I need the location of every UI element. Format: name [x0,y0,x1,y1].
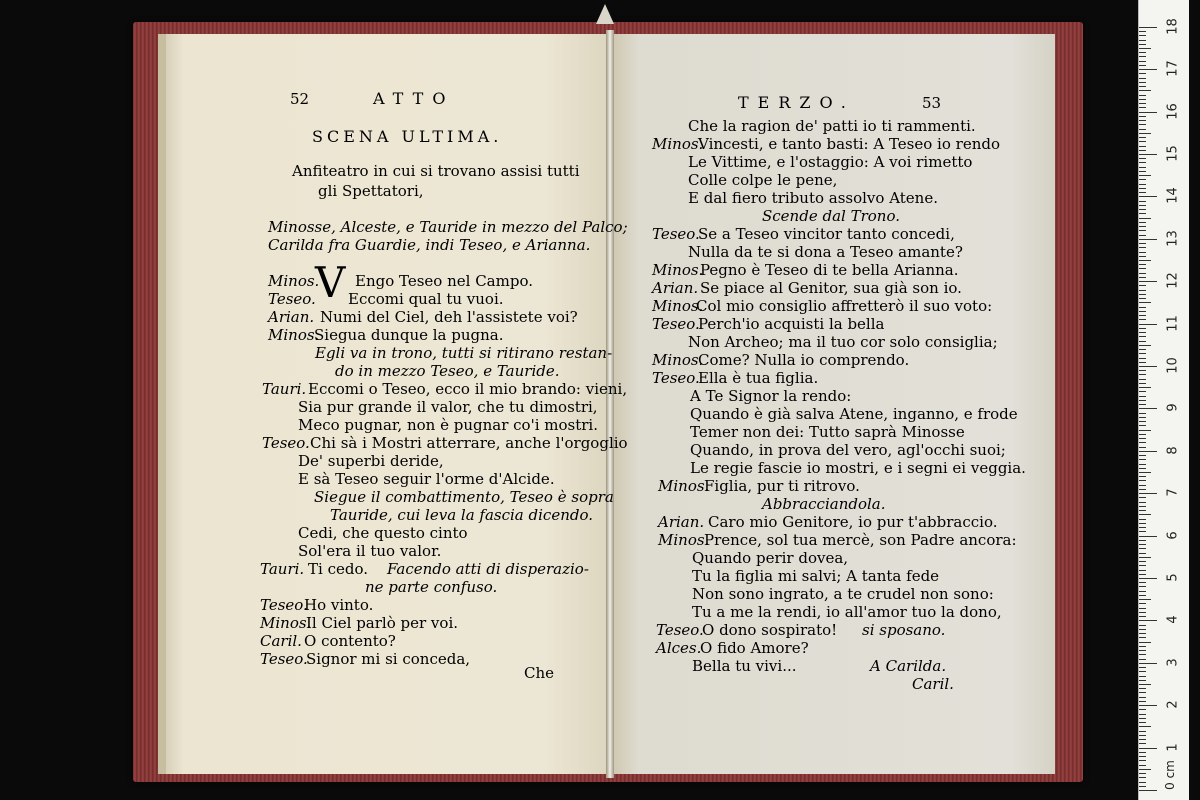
ruler-tick [1139,243,1146,244]
ruler-tick [1139,129,1146,130]
ruler-tick [1139,578,1157,579]
speaker-label: Minos. [268,272,320,290]
ruler-tick [1139,90,1151,91]
ruler-tick [1139,472,1151,473]
ruler-tick [1139,358,1146,359]
catchword: Che [524,664,555,682]
ruler-tick [1139,659,1146,660]
ruler-tick [1139,222,1146,223]
ruler-tick [1139,400,1146,401]
ruler-tick [1139,95,1146,96]
ruler-tick [1139,773,1146,774]
stage-direction: ne parte confuso. [365,578,498,596]
ruler-tick [1139,391,1146,392]
ruler-tick [1139,531,1146,532]
left-running-head: ATTO [373,89,455,108]
ruler-tick [1139,103,1146,104]
ruler-number: 13 [1165,230,1181,247]
ruler-tick [1139,141,1146,142]
ruler-tick [1139,743,1146,744]
verse-line: Quando perir dovea, [692,549,849,567]
ruler-tick [1139,146,1146,147]
ruler-tick [1139,201,1146,202]
ruler-number: 18 [1165,18,1181,35]
ruler-tick [1139,709,1146,710]
ruler-tick [1139,735,1146,736]
verse-line: Bella tu vivi... [692,657,797,675]
speaker-label: Teseo. [656,621,704,639]
ruler-tick [1139,510,1146,511]
ruler-tick [1139,438,1146,439]
verse-line: Le regie fascie io mostri, e i segni ei veggia. [690,459,1026,477]
ruler-tick [1139,311,1146,312]
ruler-number: 5 [1165,573,1181,582]
speaker-label: Minos. [658,531,710,549]
verse-line: Perch'io acquisti la bella [698,315,885,333]
ruler-number: 12 [1165,272,1181,289]
ruler-tick [1139,307,1146,308]
ruler-tick [1139,52,1146,53]
ruler-zero-label: 0 [1163,782,1178,790]
ruler-tick [1139,294,1146,295]
ruler-tick [1139,722,1146,723]
ruler-tick [1139,476,1146,477]
ruler-tick [1139,574,1146,575]
ruler-tick [1139,324,1157,325]
ruler-tick [1139,765,1146,766]
ruler-tick [1139,298,1146,299]
ruler-number: 15 [1165,145,1181,162]
ruler-tick [1139,175,1151,176]
ruler-number: 4 [1165,615,1181,625]
ruler-tick [1139,790,1157,791]
stage-direction: Abbracciandola. [762,495,886,513]
ruler-tick [1139,544,1146,545]
ruler-tick [1139,213,1146,214]
ruler-tick [1139,468,1146,469]
verse-line: O fido Amore? [700,639,809,657]
ruler-tick [1139,782,1146,783]
speaker-label: Tauri. [262,380,307,398]
ruler-number: 3 [1165,658,1181,667]
ruler-tick [1139,493,1157,494]
ruler-tick [1139,459,1146,460]
ruler-tick [1139,218,1151,219]
ruler-tick [1139,451,1157,452]
speaker-label: Arian. [658,513,705,531]
stage-direction: Minosse, Alceste, e Tauride in mezzo del Palco; [268,218,628,236]
ruler-tick [1139,78,1146,79]
ruler-tick [1139,349,1146,350]
ruler-tick [1139,239,1157,240]
ruler-tick [1139,540,1146,541]
ruler-tick [1139,336,1146,337]
ruler-number: 9 [1165,403,1181,413]
speaker-label: Tauri. [260,560,305,578]
ruler-tick [1139,519,1146,520]
verse-line: Come? Nulla io comprendo. [698,351,910,369]
ruler-tick [1139,112,1157,113]
ruler-tick [1139,171,1146,172]
verse-line: Figlia, pur ti ritrovo. [704,477,860,495]
ruler-tick [1139,692,1146,693]
ruler-tick [1139,684,1151,685]
verse-line: Eccomi o Teseo, ecco il mio brando: vieni, [308,380,628,398]
speaker-label: Arian. [652,279,699,297]
ruler-tick [1139,302,1151,303]
ruler-tick [1139,35,1146,36]
ruler-tick [1139,413,1146,414]
verse-line: Nulla da te si dona a Teseo amante? [688,243,963,261]
ruler-tick [1139,714,1146,715]
speaker-label: Teseo. [652,315,700,333]
ruler-tick [1139,188,1146,189]
stage-direction: Siegue il combattimento, Teseo è sopra [314,488,614,506]
ruler-tick [1139,464,1146,465]
ruler-tick [1139,731,1146,732]
ruler-tick [1139,705,1157,706]
ruler-tick [1139,107,1146,108]
verse-line: Chi sà i Mostri atterrare, anche l'orgoglio [310,434,628,452]
book-gutter [606,30,614,778]
ruler-tick [1139,629,1146,630]
verse-line: Sol'era il tuo valor. [298,542,442,560]
ruler-tick [1139,663,1157,664]
stage-direction: si sposano. [862,621,946,639]
verse-line: Tu la figlia mi salvi; A tanta fede [692,567,940,585]
ruler-tick [1139,383,1146,384]
speaker-label: Minos. [652,135,704,153]
ruler-number: 11 [1165,314,1181,332]
ruler-tick [1139,167,1146,168]
verse-line: Signor mi si conceda, [306,650,471,668]
verse-line: Se piace al Genitor, sua già son io. [700,279,962,297]
ruler-tick [1139,341,1146,342]
verse-line: Ella è tua figlia. [698,369,819,387]
ruler-tick [1139,506,1146,507]
verse-line: E sà Teseo seguir l'orme d'Alcide. [298,470,555,488]
ruler-tick [1139,561,1146,562]
verse-line: Sia pur grande il valor, che tu dimostri, [298,398,598,416]
ruler-number: 16 [1165,102,1181,120]
ruler-tick [1139,256,1146,257]
stage-direction: Scende dal Trono. [762,207,900,225]
ruler-tick [1139,150,1146,151]
ruler-tick [1139,582,1146,583]
stage-direction: Carilda fra Guardie, indi Teseo, e Arianna. [268,236,591,254]
ruler-tick [1139,353,1146,354]
ruler-tick [1139,586,1146,587]
ruler-tick [1139,718,1146,719]
ruler-tick [1139,430,1151,431]
ruler-tick [1139,226,1146,227]
ruler-tick [1139,523,1146,524]
verse-line: Numi del Ciel, deh l'assistete voi? [320,308,578,326]
speaker-label: Minos. [658,477,710,495]
verse-line: De' superbi deride, [298,452,444,470]
ruler-tick [1139,514,1151,515]
ruler-tick [1139,396,1146,397]
ruler-tick [1139,570,1146,571]
ruler-tick [1139,31,1146,32]
speaker-label: Teseo. [652,225,700,243]
ruler-tick [1139,120,1146,121]
ruler-tick [1139,362,1146,363]
ruler-tick [1139,332,1146,333]
ruler-tick [1139,442,1146,443]
verse-line: Engo Teseo nel Campo. [355,272,533,290]
ruler-tick [1139,553,1146,554]
ruler-tick [1139,489,1146,490]
ruler-tick [1139,116,1146,117]
ruler-number: 1 [1165,742,1181,752]
verse-line: Prence, sol tua mercè, son Padre ancora: [704,531,1017,549]
ruler-tick [1139,133,1151,134]
speaker-label: Alces. [656,639,702,657]
ruler-tick [1139,434,1146,435]
ruler-tick [1139,625,1146,626]
ruler-tick [1139,192,1146,193]
verse-line: Pegno è Teseo di te bella Arianna. [700,261,959,279]
ruler-number: 7 [1165,488,1181,497]
ruler-tick [1139,252,1146,253]
ruler-tick [1139,374,1146,375]
verse-line: Vincesti, e tanto basti: A Teseo io rendo [698,135,1000,153]
ruler-tick [1139,48,1151,49]
speaker-label: Teseo. [260,596,308,614]
verse-line: O contento? [304,632,396,650]
right-page-number: 53 [922,94,942,112]
verse-line: Non Archeo; ma il tuo cor solo consiglia; [688,333,998,351]
ruler-tick [1139,209,1146,210]
ruler-tick [1139,646,1146,647]
ruler-tick [1139,548,1146,549]
ruler-tick [1139,608,1146,609]
ruler-tick [1139,154,1157,155]
ruler-tick [1139,557,1151,558]
ruler-tick [1139,701,1146,702]
ruler-tick [1139,137,1146,138]
ruler-tick [1139,86,1146,87]
ruler-tick [1139,260,1151,261]
ruler-tick [1139,264,1146,265]
ruler-number: 10 [1165,357,1181,374]
verse-line: Col mio consiglio affretterò il suo voto: [696,297,993,315]
stage-direction: A Carilda. [870,657,947,675]
ruler-tick [1139,277,1146,278]
verse-line: Il Ciel parlò per voi. [306,614,459,632]
ruler-tick [1139,387,1151,388]
ruler-tick [1139,595,1146,596]
ruler-tick [1139,654,1146,655]
ruler-tick [1139,184,1146,185]
ruler-tick [1139,73,1146,74]
ruler-tick [1139,603,1146,604]
ruler-tick [1139,205,1146,206]
verse-line: Eccomi qual tu vuoi. [348,290,504,308]
ruler-tick [1139,285,1146,286]
ruler-tick [1139,290,1146,291]
ruler-number: 2 [1165,700,1181,709]
ruler-tick [1139,447,1146,448]
speaker-label: Minos. [268,326,320,344]
ruler-tick [1139,616,1146,617]
ruler-tick [1139,527,1146,528]
ruler-tick [1139,536,1157,537]
ruler-tick [1139,370,1146,371]
ruler-tick [1139,633,1146,634]
ruler-tick [1139,688,1146,689]
ruler-tick [1139,497,1146,498]
verse-line: A Te Signor la rendo: [690,387,852,405]
ruler-tick [1139,404,1146,405]
ruler-tick [1139,769,1151,770]
speaker-label: Teseo. [652,369,700,387]
speaker-label: Minos. [260,614,312,632]
ruler-tick [1139,328,1146,329]
stage-direction: Egli va in trono, tutti si ritirano restan- [315,344,613,362]
speaker-label: Teseo. [262,434,310,452]
ruler-tick [1139,162,1146,163]
ruler-tick [1139,235,1146,236]
ruler-tick [1139,599,1151,600]
ruler-number: 6 [1165,530,1181,540]
verse-line: O dono sospirato! [702,621,838,639]
verse-line: Quando, in prova del vero, agl'occhi suoi; [690,441,1006,459]
ruler-tick [1139,591,1146,592]
ruler-tick [1139,273,1146,274]
ruler-tick [1139,281,1157,282]
speaker-label: Teseo. [260,650,308,668]
speaker-label: Minos. [652,351,704,369]
verse-line: Colle colpe le pene, [688,171,838,189]
ruler-tick [1139,69,1157,70]
catchword: Caril. [912,675,954,693]
ruler-tick [1139,485,1146,486]
ruler-tick [1139,345,1151,346]
ruler-tick [1139,480,1146,481]
verse-line: Temer non dei: Tutto saprà Minosse [690,423,965,441]
ruler-tick [1139,697,1146,698]
ruler-tick [1139,786,1146,787]
ruler-tick [1139,612,1146,613]
ruler-tick [1139,637,1146,638]
page-tear [596,4,614,24]
verse-line: Che la ragion de' patti io ti rammenti. [688,117,976,135]
ruler-tick [1139,124,1146,125]
verse-line: Meco pugnar, non è pugnar co'i mostri. [298,416,598,434]
ruler-tick [1139,379,1146,380]
ruler-unit-text: cm [1163,760,1178,779]
ruler-tick [1139,230,1146,231]
ruler-tick [1139,502,1146,503]
ruler-tick [1139,158,1146,159]
verse-line: Quando è già salva Atene, inganno, e frode [690,405,1018,423]
ruler-tick [1139,40,1146,41]
ruler-tick [1139,777,1146,778]
ruler-tick [1139,179,1146,180]
speaker-label: Caril. [260,632,302,650]
scene-title: SCENA ULTIMA. [312,127,503,146]
verse-line: Cedi, che questo cinto [298,524,468,542]
ruler-tick [1139,408,1157,409]
speaker-label: Minos. [652,297,704,315]
ruler-tick [1139,756,1146,757]
ruler-tick [1139,667,1146,668]
verse-line: Ho vinto. [304,596,374,614]
ruler-tick [1139,650,1146,651]
ruler-tick [1139,421,1146,422]
stage-direction: Facendo atti di disperazio- [387,560,589,578]
ruler-number: 14 [1165,187,1181,205]
drop-capital: V [315,258,346,307]
ruler-tick [1139,196,1157,197]
ruler-tick [1139,99,1146,100]
verse-line: Caro mio Genitore, io pur t'abbraccio. [708,513,998,531]
ruler-tick [1139,726,1151,727]
ruler-tick [1139,247,1146,248]
ruler-tick [1139,739,1146,740]
right-running-head: TERZO. [738,93,855,112]
ruler-unit-label [1163,760,1177,790]
ruler-tick [1139,417,1146,418]
verse-line: Le Vittime, e l'ostaggio: A voi rimetto [688,153,973,171]
ruler-tick [1139,268,1146,269]
speaker-label: Arian. [268,308,315,326]
left-page-number: 52 [290,90,310,108]
ruler-tick [1139,27,1157,28]
ruler-tick [1139,61,1146,62]
verse-line: Se a Teseo vincitor tanto concedi, [698,225,955,243]
verse-line: Siegua dunque la pugna. [314,326,504,344]
stage-direction: gli Spettatori, [318,182,424,200]
ruler-tick [1139,65,1146,66]
ruler-tick [1139,56,1146,57]
ruler-tick [1139,680,1146,681]
ruler-tick [1139,44,1146,45]
ruler-tick [1139,565,1146,566]
verse-line: Non sono ingrato, a te crudel non sono: [692,585,994,603]
ruler-number: 17 [1165,60,1181,77]
ruler-tick [1139,620,1157,621]
ruler-tick [1139,752,1146,753]
ruler-tick [1139,315,1146,316]
ruler-tick [1139,82,1146,83]
ruler-tick [1139,642,1151,643]
stage-direction: Tauride, cui leva la fascia dicendo. [330,506,593,524]
ruler-tick [1139,748,1157,749]
ruler-number: 8 [1165,446,1181,455]
ruler-tick [1139,425,1146,426]
ruler-tick [1139,366,1157,367]
verse-line: Tu a me la rendi, io all'amor tuo la dono, [692,603,1002,621]
ruler-tick [1139,455,1146,456]
stage-direction: Anfiteatro in cui si trovano assisi tutti [292,162,580,180]
speaker-label: Minos. [652,261,704,279]
ruler-tick [1139,671,1146,672]
stage-direction: do in mezzo Teseo, e Tauride. [335,362,560,380]
ruler-tick [1139,760,1146,761]
verse-line: Ti cedo. [308,560,368,578]
ruler-tick [1139,676,1146,677]
ruler-tick [1139,319,1146,320]
verse-line: E dal fiero tributo assolvo Atene. [688,189,938,207]
speaker-label: Teseo. [268,290,316,308]
measurement-ruler [1138,0,1189,800]
